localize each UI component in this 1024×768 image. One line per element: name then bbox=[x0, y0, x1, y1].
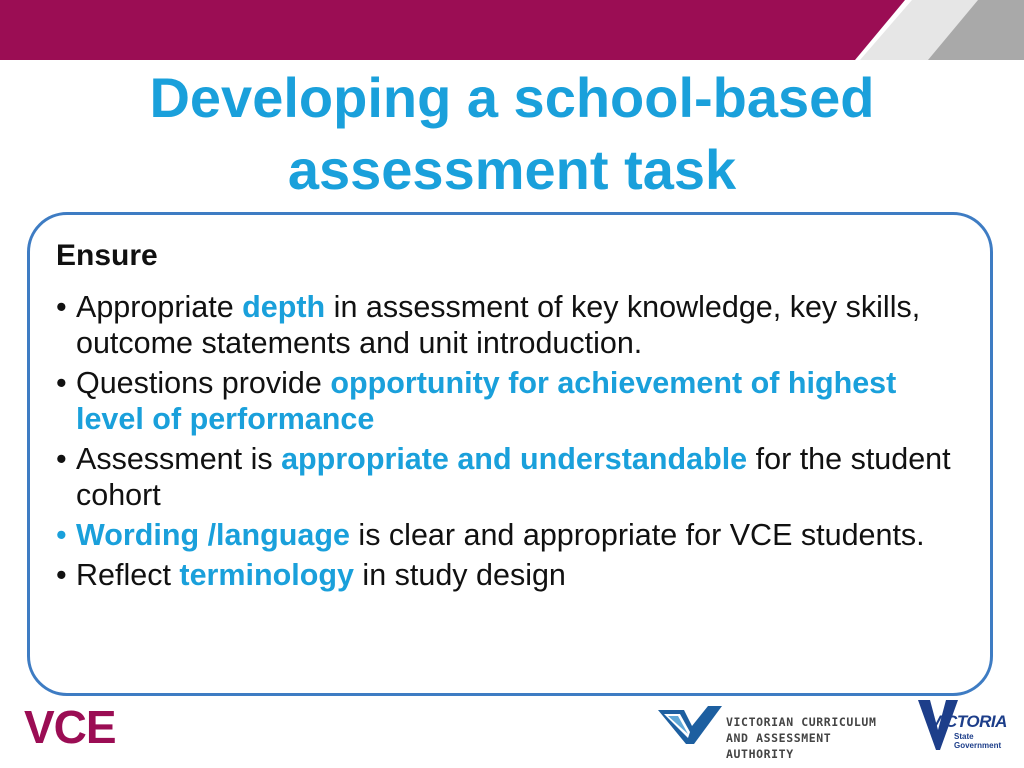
vcaa-wordmark bbox=[726, 714, 898, 762]
victoria-government-logo bbox=[918, 700, 1010, 752]
victoria-subtitle bbox=[954, 732, 1001, 750]
victoria-sub-2: Government bbox=[954, 741, 1002, 750]
bullet-text: Assessment is bbox=[76, 442, 282, 476]
bullet-text: is clear and appropriate for VCE students. bbox=[349, 518, 925, 552]
bullet-highlight: depth bbox=[242, 290, 326, 324]
bullet-text: for the student cohort bbox=[76, 442, 951, 512]
box-heading: Ensure bbox=[56, 239, 158, 272]
bullet-item bbox=[56, 289, 956, 361]
vce-logo: VCE bbox=[24, 701, 116, 753]
title-line-1: Developing a school-based bbox=[149, 66, 875, 129]
bullet-text: in assessment of key knowledge, key skills, outcome statements and unit introduction. bbox=[76, 290, 921, 360]
bullet-list bbox=[56, 289, 956, 597]
bullet-text: Questions provide bbox=[76, 366, 331, 400]
bullet-item bbox=[56, 557, 956, 593]
vcaa-line-1: VICTORIAN CURRICULUM bbox=[726, 715, 877, 729]
vcaa-logo bbox=[658, 704, 898, 761]
slide-title bbox=[0, 62, 1024, 206]
title-line-2: assessment task bbox=[287, 138, 737, 201]
victoria-sub-1: State bbox=[954, 732, 974, 741]
bullet-highlight: opportunity for achievement of highest level of performance bbox=[76, 366, 897, 436]
bullet-item bbox=[56, 441, 956, 513]
bullet-highlight: appropriate and understandable bbox=[281, 442, 748, 476]
top-banner bbox=[0, 0, 1024, 60]
bullet-text: Appropriate bbox=[76, 290, 243, 324]
bullet-item bbox=[56, 517, 956, 553]
vcaa-check-icon bbox=[658, 704, 722, 748]
victoria-wordmark: VICTORIA bbox=[930, 712, 1007, 731]
bullet-text: Reflect bbox=[76, 558, 180, 592]
bullet-highlight: Wording /language bbox=[76, 518, 350, 552]
banner-stripe bbox=[0, 0, 905, 60]
vcaa-line-2: AND ASSESSMENT AUTHORITY bbox=[726, 731, 832, 761]
bullet-text: in study design bbox=[353, 558, 566, 592]
bullet-highlight: terminology bbox=[179, 558, 354, 592]
content-box bbox=[27, 212, 993, 696]
bullet-item bbox=[56, 365, 956, 437]
